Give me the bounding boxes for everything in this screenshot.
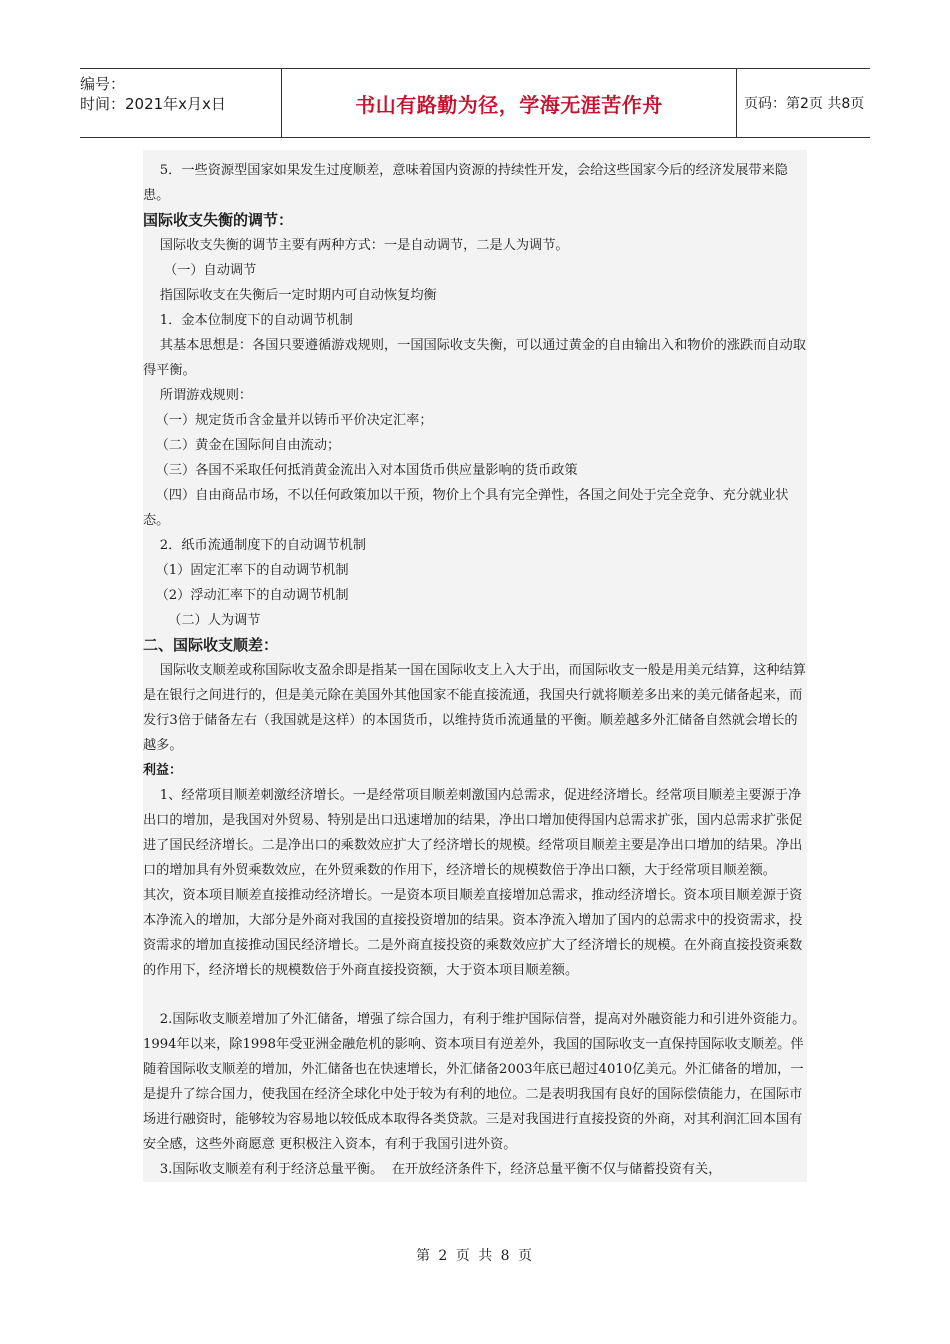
- paragraph: 1、经常项目顺差刺激经济增长。一是经常项目顺差刺激国内总需求，促进经济增长。经常项目顺差主要源于净出口的增加，是我国对外贸易、特别是出口迅速增加的结果，净出口增加使得国内总需求扩张，国内总需求扩张促进了国民经济增长。二是净出口的乘数效应扩大了经济增长的规模。经常项目顺差主要是净出口增加的结果。净出口的增加具有外贸乘数效应，在外贸乘数的作用下，经济增长的规模数倍于净出口额，大于经常项目顺差额。: [143, 788, 803, 878]
- document-body: [143, 150, 814, 1182]
- paragraph: 1．金本位制度下的自动调节机制: [143, 313, 353, 328]
- paragraph: （二）黄金在国际间自由流动；: [143, 438, 341, 453]
- paragraph: （1）固定汇率下的自动调节机制: [143, 563, 349, 578]
- paragraph: 其基本思想是：各国只要遵循游戏规则，一国国际收支失衡，可以通过黄金的自由输出入和物价的涨跌而自动取得平衡。: [143, 338, 806, 378]
- section-heading-adjustment: 国际收支失衡的调节：: [143, 211, 294, 229]
- document-number-label: 编号：: [80, 75, 126, 93]
- header-meta: [80, 69, 282, 137]
- paragraph: （2）浮动汇率下的自动调节机制: [143, 588, 349, 603]
- document-time-label: 时间：2021年x月x日: [80, 95, 226, 113]
- section-heading-surplus: 二、国际收支顺差：: [143, 636, 279, 654]
- page-footer: 第 2 页 共 8 页: [415, 1248, 535, 1264]
- paragraph: 国际收支失衡的调节主要有两种方式：一是自动调节，二是人为调节。: [143, 238, 569, 253]
- header-page-number: 页码：第2页 共8页: [744, 96, 865, 112]
- paragraph: （三）各国不采取任何抵消黄金流出入对本国货币供应量影响的货币政策: [143, 463, 578, 478]
- paragraph: 2.国际收支顺差增加了外汇储备，增强了综合国力，有利于维护国际信誉，提高对外融资能力和引进外资能力。 1994年以来，除1998年受亚洲金融危机的影响、资本项目有逆差外，我国的国际收支一直保持国际收支顺差。伴随着国际收支顺差的增加，外汇储备也在快速增长，外汇储备2003年底已超过4010亿美元。外汇储备的增加，一是提升了综合国力，使我国在经济全球化中处于较为有利的地位。二是表明我国有良好的国际偿债能力，在国际市场进行融资时，能够较为容易地以较低成本取得各类贷款。三是对我国进行直接投资的外商，对其利润汇回本国有安全感，这些外商愿意 更积极注入资本，有利于我国引进外资。: [143, 1012, 814, 1152]
- page-header: [80, 68, 870, 138]
- paragraph: （四）自由商品市场，不以任何政策加以干预，物价上个具有完全弹性，各国之间处于完全竞争、充分就业状态。: [143, 488, 789, 528]
- paragraph: 3.国际收支顺差有利于经济总量平衡。 在开放经济条件下，经济总量平衡不仅与储蓄投资有关，: [143, 1162, 722, 1177]
- header-motto: 书山有路勤为径，学海无涯苦作舟: [282, 69, 737, 137]
- paragraph: 2．纸币流通制度下的自动调节机制: [143, 538, 366, 553]
- paragraph: （一）自动调节: [143, 263, 257, 278]
- paragraph: 国际收支顺差或称国际收支盈余即是指某一国在国际收支上入大于出，而国际收支一般是用美元结算，这种结算是在银行之间进行的，但是美元除在美国外其他国家不能直接流通，我国央行就将顺差多出来的美元储备起来，而发行3倍于储备左右（我国就是这样）的本国货币，以维持货币流通量的平衡。顺差越多外汇储备自然就会增长的越多。: [143, 663, 806, 753]
- paragraph: 所谓游戏规则：: [143, 388, 253, 403]
- blank-line: [143, 983, 807, 1007]
- subheading-benefits: 利益：: [143, 763, 183, 778]
- paragraph: 5．一些资源型国家如果发生过度顺差，意味着国内资源的持续性开发，会给这些国家今后的经济发展带来隐患。: [143, 163, 788, 203]
- paragraph: 指国际收支在失衡后一定时期内可自动恢复均衡: [143, 288, 437, 303]
- paragraph: 其次，资本项目顺差直接推动经济增长。一是资本项目顺差直接增加总需求，推动经济增长。资本项目顺差源于资本净流入的增加，大部分是外商对我国的直接投资增加的结果。资本净流入增加了国内的总需求中的投资需求，投资需求的增加直接推动国民经济增长。二是外商直接投资的乘数效应扩大了经济增长的规模。在外商直接投资乘数的作用下，经济增长的规模数倍于外商直接投资额，大于资本项目顺差额。: [143, 888, 803, 978]
- paragraph: （一）规定货币含金量并以铸币平价决定汇率；: [143, 413, 433, 428]
- paragraph: （二）人为调节: [143, 613, 261, 628]
